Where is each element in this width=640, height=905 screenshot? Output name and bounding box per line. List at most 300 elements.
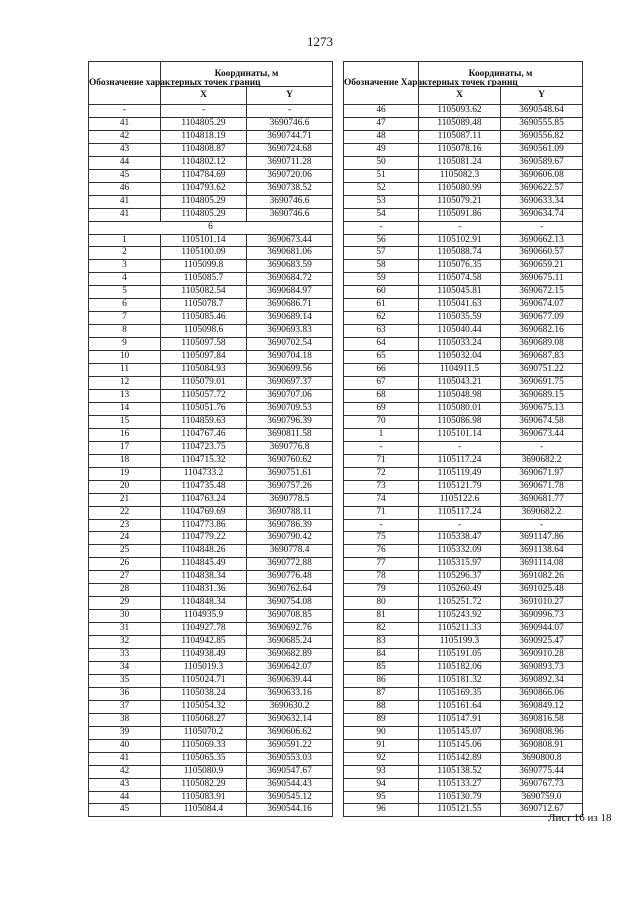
cell-point-number: 38 [89, 713, 161, 726]
cell-x: 1105057.72 [161, 389, 247, 402]
cell-x: 1105101.14 [161, 234, 247, 247]
cell-y: 3690544.16 [247, 804, 333, 817]
table-row [344, 791, 583, 804]
cell-point-number: 50 [344, 156, 419, 169]
table-row [344, 286, 583, 299]
cell-y: 3690702.54 [247, 338, 333, 351]
table-row [344, 389, 583, 402]
cell-x: 1104845.49 [161, 558, 247, 571]
table-row [344, 506, 583, 519]
cell-point-number: 83 [344, 636, 419, 649]
cell-x: 1105040.44 [419, 325, 501, 338]
cell-y: 3690544.43 [247, 778, 333, 791]
cell-point-number: 36 [89, 687, 161, 700]
cell-y: 3690944.07 [501, 623, 583, 636]
cell-y: - [501, 519, 583, 532]
cell-point-number: 16 [89, 428, 161, 441]
table-row [89, 454, 333, 467]
cell-point-number: 51 [344, 169, 419, 182]
cell-point-number: 71 [344, 506, 419, 519]
cell-x: 1104911.5 [419, 364, 501, 377]
cell-point-number: 87 [344, 687, 419, 700]
cell-point-number: 80 [344, 597, 419, 610]
table-row [89, 273, 333, 286]
table-row [344, 402, 583, 415]
cell-point-number: 96 [344, 804, 419, 817]
cell-y: 3690659.21 [501, 260, 583, 273]
cell-x: 1104805.29 [161, 117, 247, 130]
cell-x: 1105130.79 [419, 791, 501, 804]
cell-y: 3690775.44 [501, 765, 583, 778]
table-row [89, 286, 333, 299]
cell-point-number: 48 [344, 130, 419, 143]
cell-x: 1104793.62 [161, 182, 247, 195]
table-row [89, 299, 333, 312]
table-row [344, 117, 583, 130]
cell-point-number: 18 [89, 454, 161, 467]
table-row [344, 105, 583, 118]
cell-point-number: 43 [89, 143, 161, 156]
cell-point-number: 45 [89, 169, 161, 182]
table-row [89, 791, 333, 804]
cell-y: 3690606.08 [501, 169, 583, 182]
cell-x: 1104733.2 [161, 467, 247, 480]
cell-point-number: 57 [344, 247, 419, 260]
cell-point-number: 90 [344, 726, 419, 739]
cell-point-number: 45 [89, 804, 161, 817]
cell-point-number: 31 [89, 623, 161, 636]
cell-point-number: 10 [89, 351, 161, 364]
cell-y: 3690849.12 [501, 700, 583, 713]
cell-x: 1104848.26 [161, 545, 247, 558]
cell-point-number: - [344, 221, 419, 234]
cell-x: 1105097.58 [161, 338, 247, 351]
cell-y: 3690634.74 [501, 208, 583, 221]
cell-x: 1105070.2 [161, 726, 247, 739]
table-row [344, 713, 583, 726]
table-row [89, 351, 333, 364]
table-row [89, 415, 333, 428]
cell-y: 3690776.48 [247, 571, 333, 584]
cell-y: 3691138.64 [501, 545, 583, 558]
table-row [89, 700, 333, 713]
cell-y: 3690671.78 [501, 480, 583, 493]
table-row [89, 752, 333, 765]
cell-y: 3690707.06 [247, 389, 333, 402]
cell-x: 1105082.54 [161, 286, 247, 299]
cell-y: 3690682.2 [501, 454, 583, 467]
table-row [89, 571, 333, 584]
cell-y: 3691082.26 [501, 571, 583, 584]
cell-y: 3690711.28 [247, 156, 333, 169]
cell-x: 1105083.91 [161, 791, 247, 804]
cell-point-number: 84 [344, 649, 419, 662]
cell-x: 1104779.22 [161, 532, 247, 545]
cell-y: 3690685.24 [247, 636, 333, 649]
cell-x: 1105032.04 [419, 351, 501, 364]
table-row [89, 519, 333, 532]
cell-y: 3690720.06 [247, 169, 333, 182]
cell-x: 1105121.79 [419, 480, 501, 493]
cell-point-number: 79 [344, 584, 419, 597]
table-row [344, 649, 583, 662]
cell-y: 3690759.0 [501, 791, 583, 804]
table-row [89, 117, 333, 130]
cell-y: 3690778.4 [247, 545, 333, 558]
cell-x: 1105089.48 [419, 117, 501, 130]
cell-point-number: 82 [344, 623, 419, 636]
table-row [344, 454, 583, 467]
cell-x: 1105065.35 [161, 752, 247, 765]
cell-x: 1104763.24 [161, 493, 247, 506]
table-row [89, 467, 333, 480]
cell-y: 3690691.75 [501, 377, 583, 390]
table-row [89, 338, 333, 351]
cell-point-number: 41 [89, 208, 161, 221]
table-row [344, 273, 583, 286]
cell-x: 1105082.3 [419, 169, 501, 182]
table-row [89, 234, 333, 247]
cell-point-number: 91 [344, 739, 419, 752]
cell-point-number: 42 [89, 765, 161, 778]
table-row [344, 687, 583, 700]
table-row [344, 195, 583, 208]
cell-x: 1105117.24 [419, 506, 501, 519]
cell-y: 3690675.13 [501, 402, 583, 415]
cell-x: 1105078.16 [419, 143, 501, 156]
cell-y: 3690547.67 [247, 765, 333, 778]
cell-y: 3690767.73 [501, 778, 583, 791]
cell-x: 1105074.58 [419, 273, 501, 286]
cell-point-number: 76 [344, 545, 419, 558]
cell-x: 1105085.7 [161, 273, 247, 286]
cell-y: 3690744.71 [247, 130, 333, 143]
cell-x: 1105251.72 [419, 597, 501, 610]
cell-point-number: 33 [89, 649, 161, 662]
cell-x: 1105122.6 [419, 493, 501, 506]
coordinates-table-right [343, 61, 583, 817]
cell-y: 3690689.08 [501, 338, 583, 351]
cell-y: 3690674.58 [501, 415, 583, 428]
cell-point-number: 64 [344, 338, 419, 351]
cell-point-number: 52 [344, 182, 419, 195]
cell-point-number: 21 [89, 493, 161, 506]
cell-y: 3690778.5 [247, 493, 333, 506]
cell-x: 1104805.29 [161, 195, 247, 208]
table-row [89, 778, 333, 791]
cell-y: 3690687.83 [501, 351, 583, 364]
cell-y: 3690662.13 [501, 234, 583, 247]
cell-x: 1104715.32 [161, 454, 247, 467]
table-row [344, 571, 583, 584]
cell-y: 3690673.44 [247, 234, 333, 247]
cell-x: 1105079.01 [161, 377, 247, 390]
cell-point-number: 9 [89, 338, 161, 351]
cell-x: 1105181.32 [419, 674, 501, 687]
table-row [344, 545, 583, 558]
cell-y: 3690757.26 [247, 480, 333, 493]
cell-y: 3690548.64 [501, 105, 583, 118]
table-row [89, 674, 333, 687]
cell-x: - [419, 221, 501, 234]
cell-x: 1105080.9 [161, 765, 247, 778]
cell-x: 1105045.81 [419, 286, 501, 299]
cell-x: 1105101.14 [419, 428, 501, 441]
cell-point-number: 46 [89, 182, 161, 195]
cell-y: 3690553.03 [247, 752, 333, 765]
cell-y: 3690681.77 [501, 493, 583, 506]
table-row [89, 545, 333, 558]
table-row [89, 130, 333, 143]
cell-x: 1105260.49 [419, 584, 501, 597]
cell-point-number: 60 [344, 286, 419, 299]
cell-x: 1105119.49 [419, 467, 501, 480]
table-row [89, 687, 333, 700]
cell-y: 3690746.6 [247, 195, 333, 208]
cell-point-number: 8 [89, 325, 161, 338]
cell-y: 3690561.09 [501, 143, 583, 156]
header-y: Y [501, 87, 583, 105]
table-row [89, 312, 333, 325]
cell-y: 3690683.59 [247, 260, 333, 273]
cell-y: 3690633.16 [247, 687, 333, 700]
cell-point-number: - [344, 519, 419, 532]
cell-y: 3690738.52 [247, 182, 333, 195]
cell-y: 3690699.56 [247, 364, 333, 377]
cell-y: 3690671.97 [501, 467, 583, 480]
cell-x: 1105085.46 [161, 312, 247, 325]
sheet-label: Лист 16 из 18 [548, 812, 612, 824]
cell-x: 1105024.71 [161, 674, 247, 687]
cell-y: 3690682.2 [501, 506, 583, 519]
cell-y: 3690639.44 [247, 674, 333, 687]
table-row [344, 338, 583, 351]
cell-x: 1105086.98 [419, 415, 501, 428]
table-row [344, 351, 583, 364]
cell-y: 3690708.85 [247, 610, 333, 623]
table-row [344, 156, 583, 169]
cell-y: 3690790.42 [247, 532, 333, 545]
cell-point-number: 62 [344, 312, 419, 325]
cell-point-number: 54 [344, 208, 419, 221]
table-row [89, 377, 333, 390]
cell-point-number: 75 [344, 532, 419, 545]
cell-x: 1105145.07 [419, 726, 501, 739]
cell-point-number: 68 [344, 389, 419, 402]
cell-point-number: 88 [344, 700, 419, 713]
cell-y: 3690677.09 [501, 312, 583, 325]
table-row [89, 247, 333, 260]
cell-x: 1105087.11 [419, 130, 501, 143]
cell-x: 1105019.3 [161, 661, 247, 674]
table-row [89, 506, 333, 519]
cell-point-number: 85 [344, 661, 419, 674]
table-row [89, 726, 333, 739]
cell-y: 3690684.72 [247, 273, 333, 286]
table-row [344, 661, 583, 674]
cell-y: 3690751.61 [247, 467, 333, 480]
cell-point-number: 14 [89, 402, 161, 415]
cell-x: - [161, 105, 247, 118]
cell-x: 1105038.24 [161, 687, 247, 700]
cell-x: 1104927.78 [161, 623, 247, 636]
cell-y: 3690692.76 [247, 623, 333, 636]
cell-y: 3690786.39 [247, 519, 333, 532]
cell-point-number: 27 [89, 571, 161, 584]
cell-point-number: 12 [89, 377, 161, 390]
cell-x: 1104831.36 [161, 584, 247, 597]
table-row [89, 610, 333, 623]
table-row [89, 221, 333, 234]
cell-point-number: 11 [89, 364, 161, 377]
cell-x: 1105079.21 [419, 195, 501, 208]
cell-y: 3691010.27 [501, 597, 583, 610]
cell-x: 1104848.34 [161, 597, 247, 610]
cell-x: 1104802.12 [161, 156, 247, 169]
table-row [89, 661, 333, 674]
table-row [89, 532, 333, 545]
cell-y: 3690754.08 [247, 597, 333, 610]
table-row [89, 182, 333, 195]
table-row [344, 364, 583, 377]
cell-x: 1105133.27 [419, 778, 501, 791]
cell-x: 1105332.09 [419, 545, 501, 558]
cell-y: 3690630.2 [247, 700, 333, 713]
cell-point-number: 86 [344, 674, 419, 687]
cell-y: 3690555.85 [501, 117, 583, 130]
cell-x: 1104859.63 [161, 415, 247, 428]
header-point-designation: Обозначение характерных точек границ [89, 62, 161, 105]
cell-x: 1105161.64 [419, 700, 501, 713]
cell-y: 3690910.28 [501, 649, 583, 662]
cell-point-number: 59 [344, 273, 419, 286]
cell-x: 1105147.91 [419, 713, 501, 726]
cell-x: 1104838.34 [161, 571, 247, 584]
cell-point-number: 94 [344, 778, 419, 791]
cell-y: 3690681.06 [247, 247, 333, 260]
cell-point-number: 89 [344, 713, 419, 726]
table-row [89, 143, 333, 156]
cell-y: 3691114.08 [501, 558, 583, 571]
table-row [344, 182, 583, 195]
cell-x: 1105121.55 [419, 804, 501, 817]
cell-point-number: 20 [89, 480, 161, 493]
cell-point-number: 22 [89, 506, 161, 519]
cell-y: 3690892.34 [501, 674, 583, 687]
cell-x: 1104773.86 [161, 519, 247, 532]
cell-x: 1105084.4 [161, 804, 247, 817]
header-x: X [161, 87, 247, 105]
cell-point-number: 23 [89, 519, 161, 532]
cell-y: 3690606.62 [247, 726, 333, 739]
table-row [89, 195, 333, 208]
table-row [89, 804, 333, 817]
cell-point-number: 72 [344, 467, 419, 480]
cell-x: 1105080.01 [419, 402, 501, 415]
cell-x: 1105048.98 [419, 389, 501, 402]
cell-y: - [247, 105, 333, 118]
table-row [344, 558, 583, 571]
cell-y: 3690689.15 [501, 389, 583, 402]
cell-y: 3690709.53 [247, 402, 333, 415]
table-row [89, 169, 333, 182]
cell-x: 1105081.24 [419, 156, 501, 169]
table-row [344, 636, 583, 649]
cell-x: - [419, 519, 501, 532]
cell-y: 3690796.39 [247, 415, 333, 428]
cell-point-number: 6 [89, 299, 161, 312]
cell-y: 3690622.57 [501, 182, 583, 195]
table-row [344, 325, 583, 338]
cell-point-number: 7 [89, 312, 161, 325]
cell-y: - [501, 221, 583, 234]
cell-point-number: 26 [89, 558, 161, 571]
cell-y: 3690816.58 [501, 713, 583, 726]
cell-y: 3690693.83 [247, 325, 333, 338]
cell-x: 1105033.24 [419, 338, 501, 351]
cell-y: 3690746.6 [247, 208, 333, 221]
table-row [344, 610, 583, 623]
cell-point-number: 46 [344, 105, 419, 118]
cell-point-number: 70 [344, 415, 419, 428]
cell-x: 1104805.29 [161, 208, 247, 221]
cell-y: 3690682.16 [501, 325, 583, 338]
cell-y: 3690746.6 [247, 117, 333, 130]
table-row [89, 428, 333, 441]
table-row [344, 519, 583, 532]
cell-x: 1105182.06 [419, 661, 501, 674]
cell-x: 1105091.86 [419, 208, 501, 221]
cell-point-number: 44 [89, 156, 161, 169]
cell-point-number: 25 [89, 545, 161, 558]
cell-x: 1105084.93 [161, 364, 247, 377]
cell-point-number: 4 [89, 273, 161, 286]
cell-section-number: 6 [89, 221, 333, 234]
table-row [89, 597, 333, 610]
cell-y: 3690660.57 [501, 247, 583, 260]
cell-point-number: 30 [89, 610, 161, 623]
cell-y: 3690632.14 [247, 713, 333, 726]
table-row [344, 739, 583, 752]
cell-x: 1105093.62 [419, 105, 501, 118]
cell-point-number: 95 [344, 791, 419, 804]
table-row [344, 130, 583, 143]
cell-point-number: 2 [89, 247, 161, 260]
cell-point-number: - [344, 441, 419, 454]
cell-y: 3690556.82 [501, 130, 583, 143]
cell-x: 1105076.35 [419, 260, 501, 273]
cell-x: 1105199.3 [419, 636, 501, 649]
table-row [344, 221, 583, 234]
header-y: Y [247, 87, 333, 105]
header-coordinates: Координаты, м [419, 62, 583, 87]
cell-point-number: 58 [344, 260, 419, 273]
table-row [344, 674, 583, 687]
cell-x: 1105315.97 [419, 558, 501, 571]
cell-x: 1105191.05 [419, 649, 501, 662]
table-row [89, 402, 333, 415]
cell-y: 3690996.73 [501, 610, 583, 623]
cell-y: 3690672.15 [501, 286, 583, 299]
cell-x: 1105043.21 [419, 377, 501, 390]
cell-y: 3690772.88 [247, 558, 333, 571]
cell-x: 1105117.24 [419, 454, 501, 467]
table-row [344, 778, 583, 791]
table-row [89, 105, 333, 118]
cell-y: 3690682.89 [247, 649, 333, 662]
cell-point-number: 71 [344, 454, 419, 467]
cell-y: 3690866.06 [501, 687, 583, 700]
